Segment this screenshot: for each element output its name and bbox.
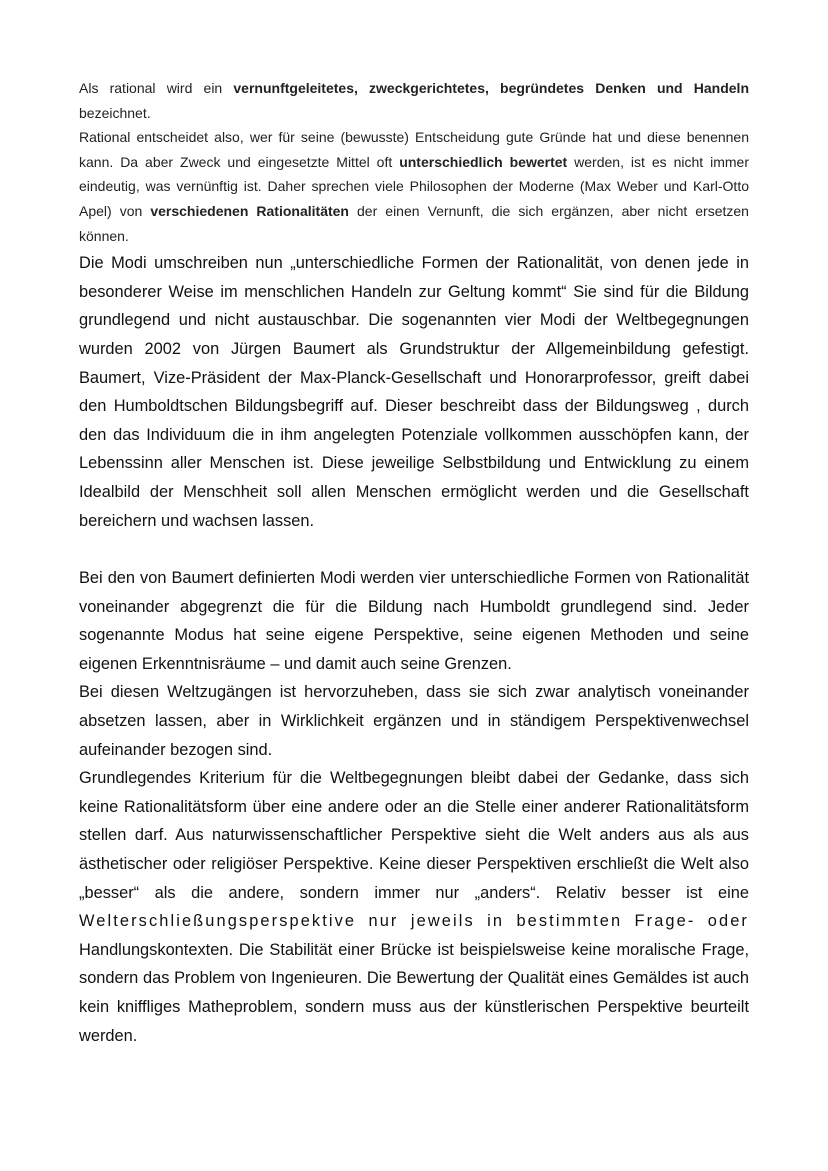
rationality-text-1: Rational entscheidet also, wer für seine (bewusste) Entscheidung gute Gründe hat und diese benennen kann. Da aber Zweck und eingesetzte Mittel oft — [79, 129, 749, 170]
weltzugaenge-paragraph: Bei diesen Weltzugängen ist hervorzuheben, dass sie sich zwar analytisch voneinander absetzen lassen, aber in Wirklichkeit ergänzen und in ständigem Perspektivenwechsel aufeinander bezogen sind. — [79, 683, 749, 759]
rationality-bold-2: verschiedenen Rationalitäten — [150, 202, 349, 219]
kriterium-spaced-text: Welterschließungsperspektive nur jeweils in bestimmten Frage- oder — [79, 912, 749, 931]
rationality-text-2: werden, ist es nicht immer eindeutig, was vernünftig ist. Daher sprechen viele Philosophen der Moderne (Max Weber und Karl-Otto Apel) von — [79, 153, 750, 219]
kriterium-text-1: Grundlegendes Kriterium für die Weltbegegnungen bleibt dabei der Gedanke, dass sich keine Rationalitätsform über eine andere oder an die Stelle einer anderer Rationalitätsform stellen darf. Aus naturwissenschaftlicher Perspektive sieht die Welt anders aus als aus ästhetischer oder religiöser Perspektive. Keine dieser Perspektiven erschließt die Welt also „besser“ als die andere, sondern immer nur „anders“. Relativ besser ist eine — [79, 769, 749, 902]
kriterium-paragraph — [79, 764, 749, 1050]
rationality-text-3: der einen Vernunft, die sich ergänzen, aber nicht ersetzen können. — [79, 202, 749, 244]
rationality-paragraph — [79, 125, 749, 248]
modi-paragraph: Die Modi umschreiben nun „unterschiedliche Formen der Rationalität, von denen jede in besonderer Weise im menschlichen Handeln zur Geltung kommt“ Sie sind für die Bildung grundlegend und nicht austauschbar. Die sogenannten vier Modi der Weltbegegnungen wurden 2002 von Jürgen Baumert als Grundstruktur der Allgemeinbildung gefestigt. Baumert, Vize-Präsident der Max-Planck-Gesellschaft und Honorarprofessor, greift dabei den Humboldtschen Bildungsbegriff auf. Dieser beschreibt dass der Bildungsweg , durch den das Individuum die in ihm angelegten Potenziale vollkommen ausschöpfen kann, der Lebenssinn aller Menschen ist. Diese jeweilige Selbstbildung und Entwicklung zu einem Idealbild der Menschheit soll allen Menschen ermöglicht werden und die Gesellschaft bereichern und wachsen lassen. — [79, 254, 749, 530]
definition-text-end: bezeichnet. — [79, 104, 151, 121]
definition-text-start: Als rational wird ein — [79, 80, 234, 96]
definition-paragraph — [79, 76, 749, 125]
kriterium-text-3: Handlungskontexten. Die Stabilität einer Brücke ist beispielsweise keine moralische Frage, sondern das Problem von Ingenieuren. Die Bewertung der Qualität eines Gemäldes ist auch kein kniffliges Matheproblem, sondern muss aus der künstlerischen Perspektive beurteilt werden. — [79, 940, 749, 1045]
baumert-modi-paragraph: Bei den von Baumert definierten Modi werden vier unterschiedliche Formen von Rationalität voneinander abgegrenzt die für die Bildung nach Humboldt grundlegend sind. Jeder sogenannte Modus hat seine eigene Perspektive, seine eigenen Methoden und seine eigenen Erkenntnisräume – und damit auch seine Grenzen. — [79, 569, 749, 673]
rationality-bold-1: unterschiedlich bewertet — [399, 153, 568, 170]
paragraph-spacer — [79, 535, 749, 564]
definition-bold-phrase: vernunftgeleitetes, zweckgerichtetes, begründetes Denken und Handeln — [233, 80, 749, 96]
document-page — [79, 76, 749, 1050]
